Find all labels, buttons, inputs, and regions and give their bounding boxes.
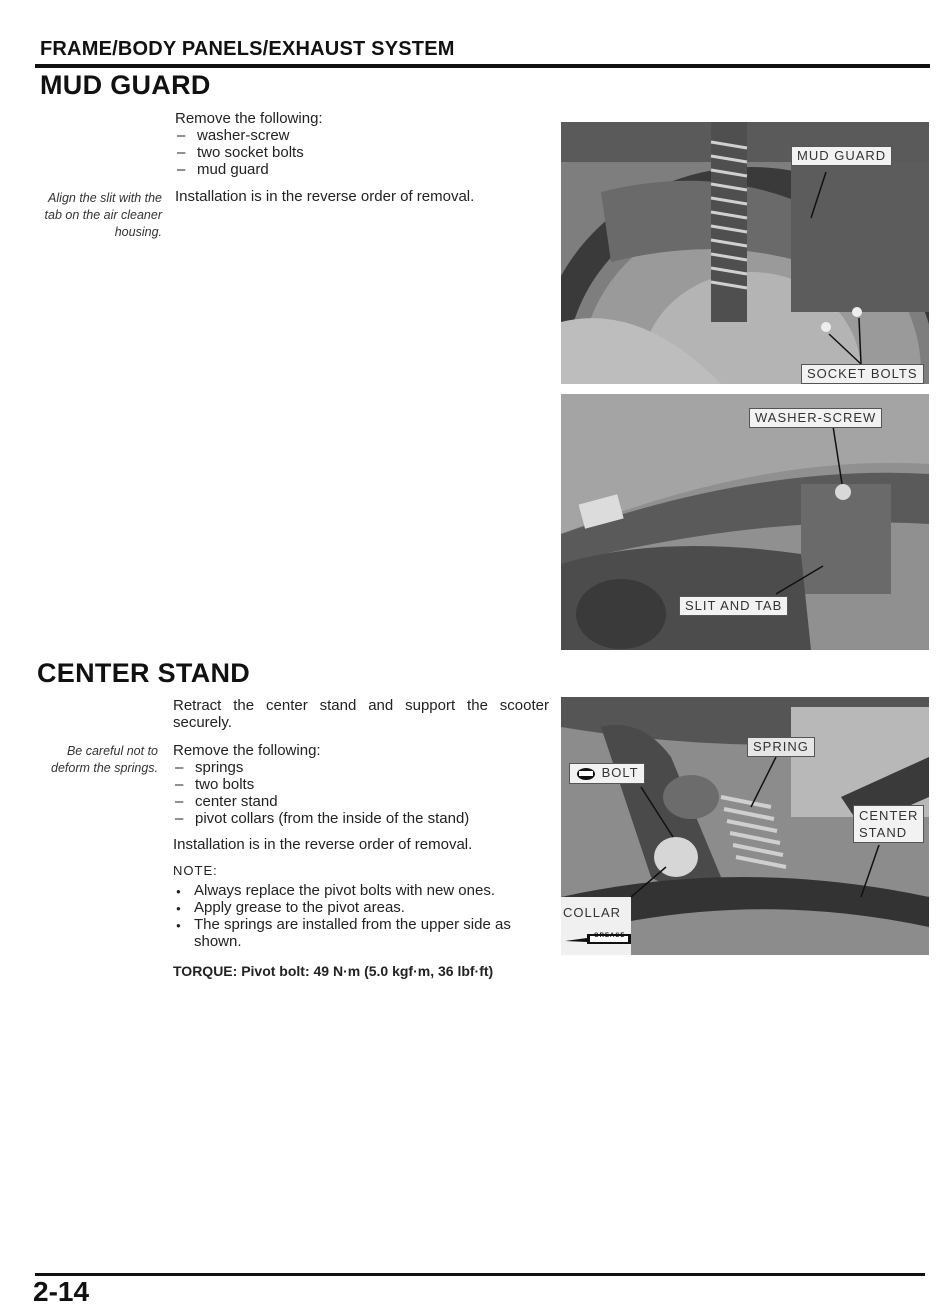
mud-guard-photo (561, 122, 929, 384)
locking-agent-icon (575, 766, 597, 782)
list-item: – two bolts (173, 776, 551, 793)
center-stand-list (173, 759, 551, 827)
list-item: – springs (173, 759, 551, 776)
locking-agent-icon-image (575, 766, 597, 782)
center-stand-label (853, 805, 924, 843)
bolt-label (569, 763, 645, 784)
collar-label: COLLAR (563, 905, 622, 920)
washer-screw-label: WASHER-SCREW (749, 408, 882, 428)
grease-icon-text: GREASE (594, 933, 626, 939)
bolt-label-text: BOLT (601, 765, 639, 780)
note-bullets (173, 882, 551, 950)
list-item: – washer-screw (175, 127, 535, 144)
center-stand-remove: Remove the following: (173, 742, 321, 759)
slit-and-tab-label: SLIT AND TAB (679, 596, 788, 616)
center-stand-install: Installation is in the reverse order of removal. (173, 836, 473, 853)
list-item: – center stand (173, 793, 551, 810)
header-rule (35, 64, 930, 68)
list-item: ● Always replace the pivot bolts with new ones. (173, 882, 551, 899)
section-header: FRAME/BODY PANELS/EXHAUST SYSTEM (40, 38, 455, 60)
page-number: 2-14 (33, 1276, 90, 1307)
note-label: NOTE: (173, 863, 218, 878)
mud-guard-title: MUD GUARD (40, 70, 211, 100)
center-stand-label-line1: CENTER (859, 808, 919, 823)
list-item: – pivot collars (from the inside of the stand) (173, 810, 551, 827)
footer-rule (35, 1273, 925, 1276)
list-item: ● Apply grease to the pivot areas. (173, 899, 551, 916)
grease-icon (565, 931, 635, 945)
mud-guard-steps (175, 110, 535, 178)
mud-guard-label: MUD GUARD (791, 146, 892, 166)
mud-guard-install: Installation is in the reverse order of removal. (175, 188, 475, 205)
list-item: – mud guard (175, 161, 535, 178)
mud-guard-list (175, 127, 535, 178)
list-item: – two socket bolts (175, 144, 535, 161)
socket-bolts-label: SOCKET BOLTS (801, 364, 924, 384)
center-stand-label-line2: STAND (859, 825, 908, 840)
center-stand-photo (561, 697, 929, 955)
list-item: ● The springs are installed from the upper side as shown. (173, 916, 551, 950)
center-stand-intro: Retract the center stand and support the scooter securely. (173, 697, 549, 731)
center-stand-note: Be careful not to deform the springs. (51, 744, 158, 775)
washer-screw-photo (561, 394, 929, 650)
center-stand-title: CENTER STAND (37, 658, 251, 688)
mud-guard-intro: Remove the following: (175, 110, 323, 127)
spring-label: SPRING (747, 737, 815, 757)
torque-spec: TORQUE: Pivot bolt: 49 N·m (5.0 kgf·m, 36 lbf·ft) (173, 963, 494, 979)
mud-guard-note: Align the slit with the tab on the air cleaner housing. (44, 191, 162, 239)
center-stand-steps (173, 742, 551, 980)
